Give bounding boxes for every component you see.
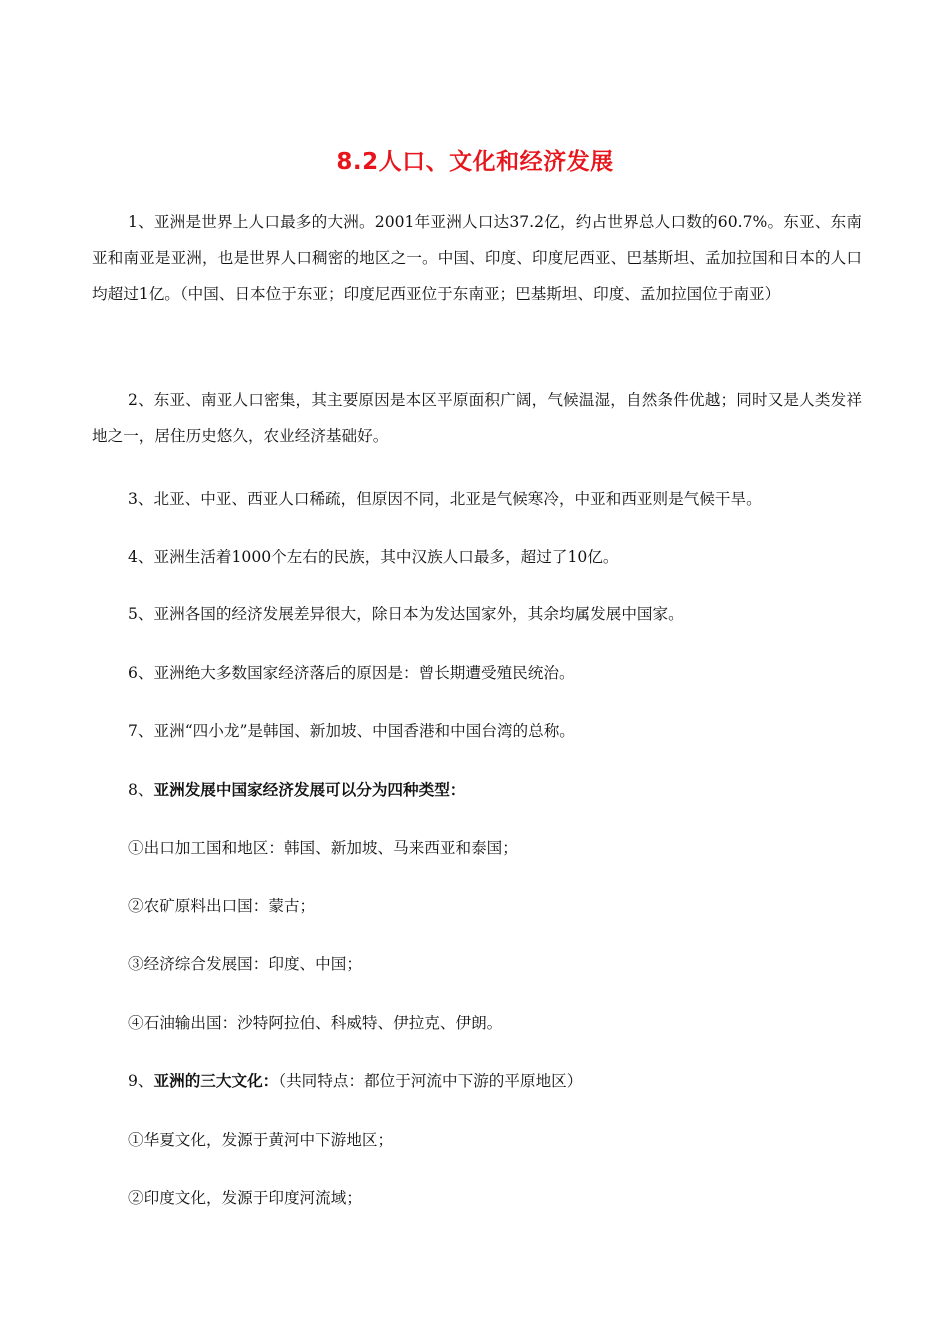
- paragraph-3: 3、北亚、中亚、西亚人口稀疏，但原因不同，北亚是气候寒冷，中亚和西亚则是气候干旱。: [128, 490, 762, 508]
- page-title: 8.2人口、文化和经济发展: [336, 149, 614, 175]
- type-item-3: ③经济综合发展国：印度、中国；: [128, 955, 362, 973]
- paragraph-7: 7、亚洲“四小龙”是韩国、新加坡、中国香港和中国台湾的总称。: [128, 722, 575, 740]
- paragraph-9-heading: 亚洲的三大文化：: [153, 1071, 279, 1090]
- paragraph-1-text: 1、亚洲是世界上人口最多的大洲。2001年亚洲人口达37.2亿，约占世界总人口数的60.7%。东亚、东南亚和南亚是亚洲，也是世界人口稠密的地区之一。中国、印度、印度尼西亚、巴基斯坦、孟加拉国和日本的人口均超过1亿。（中国、日本位于东亚；印度尼西亚位于东南亚；巴基斯坦、印度、孟加拉国位于南亚）: [92, 213, 862, 303]
- paragraph-8-number: 8、: [128, 781, 154, 799]
- paragraph-8-heading: 亚洲发展中国家经济发展可以分为四种类型：: [153, 780, 466, 799]
- paragraph-4: 4、亚洲生活着1000个左右的民族，其中汉族人口最多，超过了10亿。: [128, 548, 619, 566]
- type-item-1: ①出口加工国和地区：韩国、新加坡、马来西亚和泰国；: [128, 839, 518, 857]
- paragraph-6: 6、亚洲绝大多数国家经济落后的原因是：曾长期遭受殖民统治。: [128, 664, 575, 682]
- culture-item-1: ①华夏文化，发源于黄河中下游地区；: [128, 1131, 394, 1149]
- type-item-2: ②农矿原料出口国：蒙古；: [128, 897, 316, 915]
- paragraph-9: [128, 1067, 582, 1095]
- paragraph-5: 5、亚洲各国的经济发展差异很大，除日本为发达国家外，其余均属发展中国家。: [128, 605, 684, 623]
- paragraph-1: [92, 204, 862, 312]
- paragraph-2-text: 2、东亚、南亚人口密集，其主要原因是本区平原面积广阔，气候温湿，自然条件优越；同时又是人类发祥地之一，居住历史悠久，农业经济基础好。: [92, 391, 862, 445]
- paragraph-8: [128, 776, 465, 804]
- paragraph-2: [92, 382, 862, 454]
- paragraph-9-number: 9、: [128, 1072, 154, 1090]
- culture-item-2: ②印度文化，发源于印度河流域；: [128, 1189, 362, 1207]
- type-item-4: ④石油输出国：沙特阿拉伯、科威特、伊拉克、伊朗。: [128, 1014, 503, 1032]
- paragraph-9-note: （共同特点：都位于河流中下游的平原地区）: [278, 1072, 583, 1090]
